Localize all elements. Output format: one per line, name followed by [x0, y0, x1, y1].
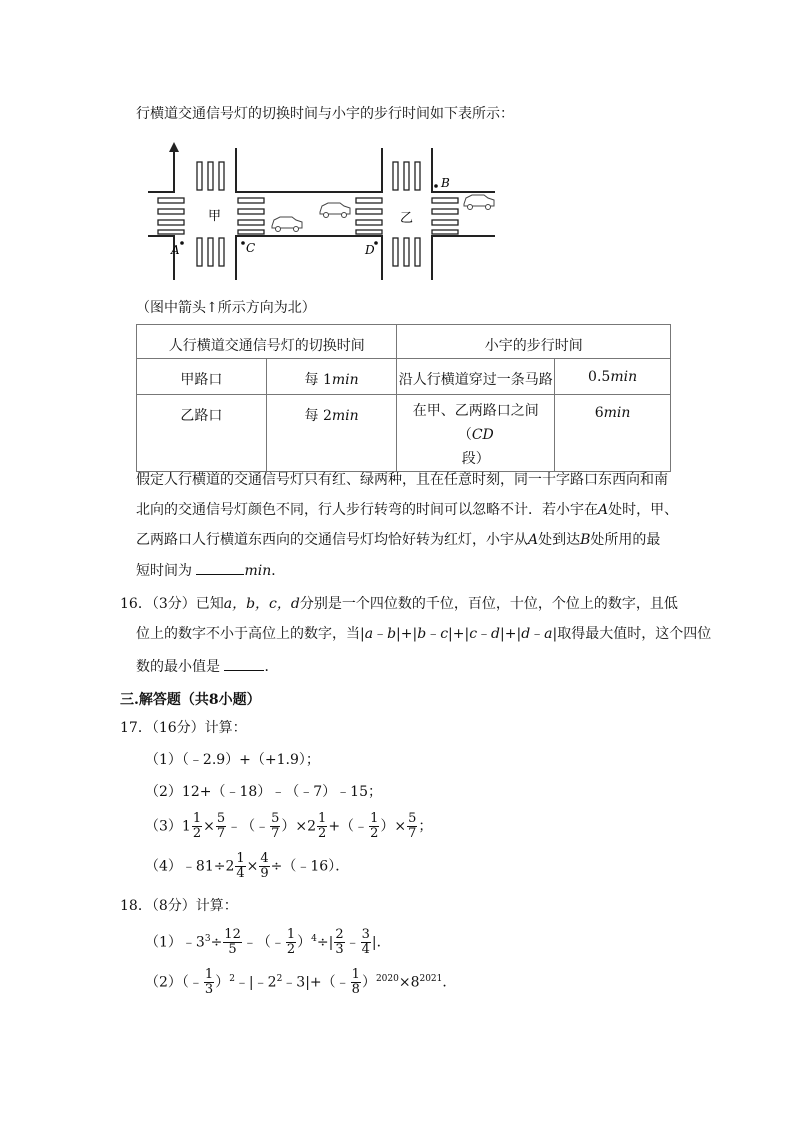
p15-line3: 乙两路口人行横道东西向的交通信号灯均恰好转为红灯，小宇从A处到达B处所用的最 — [136, 532, 661, 548]
north-arrow-icon — [169, 142, 179, 152]
label-d: D — [365, 243, 375, 257]
q17-expr4: （4）﹣81÷2 $\frac{1}{4}$ × $\frac{4}{9}$ ÷（﹣16）． — [145, 851, 350, 881]
p15-line4: 短时间为 min． — [136, 560, 285, 581]
q16-line3: 数的最小值是 ． — [136, 656, 278, 677]
table-header-left: 人行横道交通信号灯的切换时间 — [137, 325, 397, 359]
answer-blank[interactable] — [196, 560, 244, 575]
section-heading: 三.解答题（共8小题） — [120, 692, 261, 708]
point-b-dot — [434, 184, 438, 188]
car-icon — [272, 217, 302, 232]
q18-title: 18．（8分）计算： — [120, 898, 238, 914]
q17-expr3: （3）1 $\frac{1}{2}$ × $\frac{5}{7}$ ﹣（﹣ $\frac{5}{7}$ ）×2 $\frac{1}{2}$ +（﹣ $\frac{1}{2}$ ）× $\frac{5}{7}$ ； — [145, 811, 433, 841]
q18-expr1: $(1)﹣3^3\div$ $\frac{12}{5}$ ﹣（﹣ $\frac{1}{2}$ ）$^4$÷| $\frac{2}{3}$ ﹣ $\frac{3}{4}$ |． — [145, 927, 391, 957]
q17-title: 17．（16分）计算： — [120, 720, 247, 736]
label-jia: 甲 — [208, 209, 222, 224]
table-header-right: 小宇的步行时间 — [397, 325, 671, 359]
p15-line1: 假定人行横道的交通信号灯只有红、绿两种，且在任意时刻，同一十字路口东西向和南 — [136, 472, 668, 488]
q16-line1: 16．（3分）已知a，b，c，d分别是一个四位数的千位，百位，十位，个位上的数字，且低 — [120, 596, 678, 612]
car-icon — [464, 195, 494, 210]
diagram-caption: （图中箭头↑所示方向为北） — [136, 300, 316, 316]
table-row: 乙路口 每 2min 在甲、乙两路口之间（CD 段） 6min — [137, 395, 671, 472]
label-a: A — [171, 243, 180, 257]
car-icon — [320, 203, 350, 218]
point-d-dot — [374, 241, 378, 245]
answer-blank[interactable] — [224, 656, 264, 671]
p15-line2: 北向的交通信号灯颜色不同，行人步行转弯的时间可以忽略不计．若小宇在A处时，甲、 — [136, 502, 679, 518]
label-yi: 乙 — [400, 211, 414, 226]
intro-text: 行横道交通信号灯的切换时间与小宇的步行时间如下表所示： — [136, 106, 514, 122]
q17-expr1: （1）（﹣2.9）+（+1.9）； — [145, 752, 320, 768]
street-diagram — [140, 140, 510, 290]
point-a-dot — [180, 241, 184, 245]
point-c-dot — [241, 241, 245, 245]
q16-line2: 位上的数字不小于高位上的数字，当|a﹣b|+|b﹣c|+|c﹣d|+|d﹣a|取得最大值时，这个四位 — [136, 626, 712, 642]
q18-expr2: （2）（﹣ $\frac{1}{3}$ ）$^2﹣|﹣2^2﹣3|+(﹣$ $\frac{1}{8}$ ）$^{2020}\times 8^{2021}$． — [145, 967, 457, 997]
label-c: C — [246, 241, 256, 255]
table-row: 甲路口 每 1min 沿人行横道穿过一条马路 0.5min — [137, 359, 671, 395]
q17-expr2: （2）12+（﹣18）﹣（﹣7）﹣15； — [145, 784, 382, 800]
label-b: B — [441, 176, 450, 190]
signal-table — [136, 324, 671, 472]
